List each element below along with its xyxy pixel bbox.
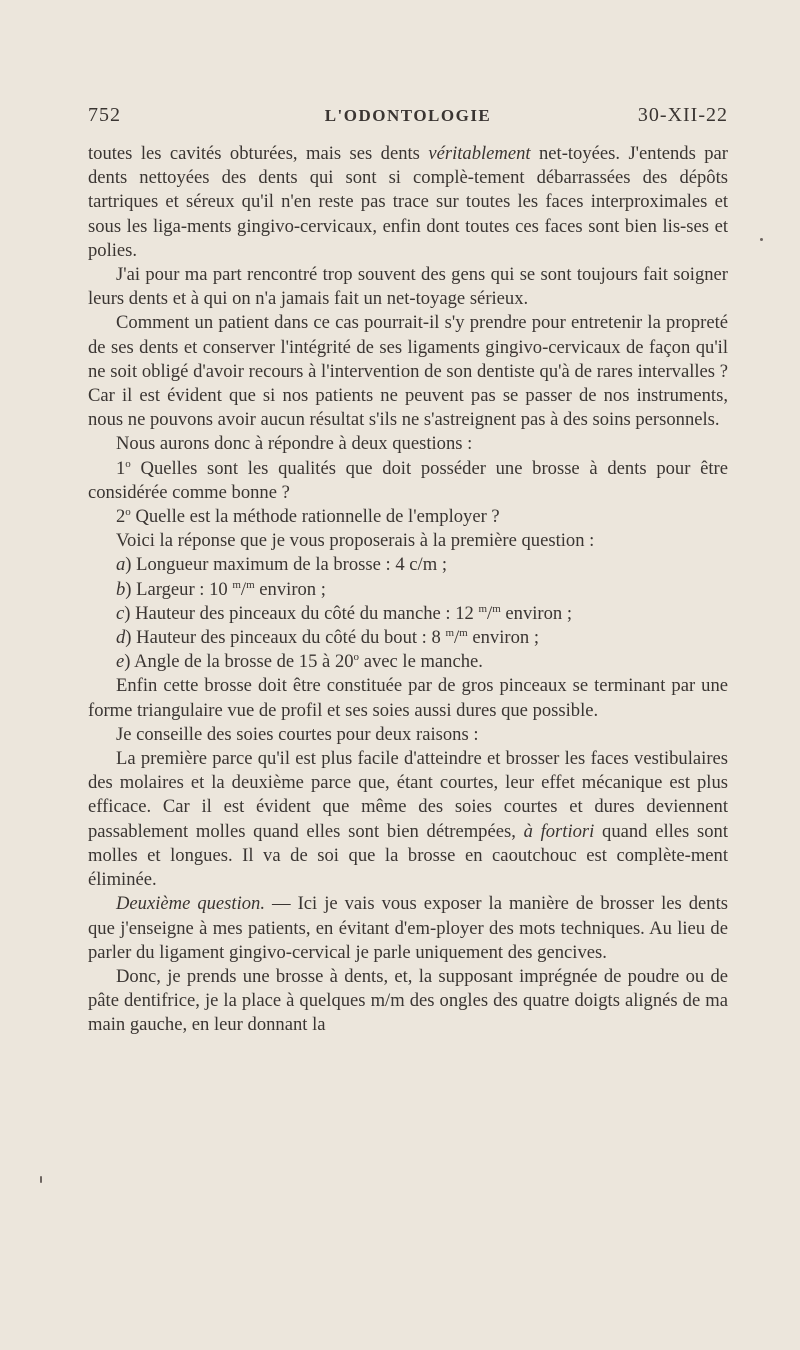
- paragraph-short-bristles: Je conseille des soies courtes pour deux raisons :: [116, 723, 479, 745]
- journal-title: L'ODONTOLOGIE: [324, 106, 492, 125]
- list-item: e) Angle de la brosse de 15 à 20$^o$ avec le manche.: [116, 651, 483, 673]
- paper-speck: [40, 1176, 42, 1183]
- issue-date: 30-XII-22: [637, 104, 728, 126]
- document-page: [88, 104, 728, 1038]
- paragraph-1: toutes les cavités obturées, mais ses dents véritablement net-toyées. J'entends par dents nettoyées des dents qui sont si complè-tement débarrassées des dépôts tartriques et séreux qu'il n'en reste pas trace sur toutes les faces interproximales et sous les liga-ments gingivo-cervicaux, enfin dont toutes ces faces sont bien lis-ses et polies.: [88, 143, 728, 261]
- paragraph-second-question: Deuxième question. — Ici je vais vous exposer la manière de brosser les dents que j'enseigne à mes patients, en évitant d'em-ployer des mots techniques. Au lieu de parler du ligament gingivo-cervical je parle uniquement des gencives.: [88, 893, 728, 963]
- page-number: 752: [88, 104, 121, 126]
- paragraph-method: Donc, je prends une brosse à dents, et, la supposant imprégnée de poudre ou de pâte dentifrice, je la place à quelques m/m des ongles des quatre doigts alignés de ma main gauche, en leur donnant la: [88, 965, 728, 1036]
- paragraph-brush-shape: Enfin cette brosse doit être constituée par de gros pinceaux se terminant par une forme triangulaire vue de profil et ses soies aussi dures que possible.: [88, 675, 728, 721]
- list-item: a) Longueur maximum de la brosse : 4 c/m ;: [116, 554, 448, 576]
- paragraph-4: Nous aurons donc à répondre à deux questions :: [116, 433, 473, 455]
- paragraph-3: Comment un patient dans ce cas pourrait-il s'y prendre pour entretenir la propreté de ses dents et conserver l'intégrité de ses ligaments gingivo-cervicaux de façon qu'il ne soit obligé d'avoir recours à l'intervention de son dentiste qu'à de rares intervalles ? Car il est évident que si nos patients ne peuvent pas se passer de nos instruments, nous ne pouvons avoir aucun résultat s'ils ne s'astreignent pas à des soins personnels.: [88, 312, 728, 431]
- running-header: [88, 104, 728, 132]
- paragraph-2: J'ai pour ma part rencontré trop souvent des gens qui se sont toujours fait soigner leurs dents et à qui on n'a jamais fait un net-toyage sérieux.: [88, 264, 728, 310]
- list-item: b) Largeur : 10 $^m$/$^m$ environ ;: [116, 578, 326, 600]
- paragraph-answer-intro: Voici la réponse que je vous proposerais à la première question :: [116, 530, 595, 552]
- question-2: 2$^o$ Quelle est la méthode rationnelle de l'employer ?: [116, 506, 500, 528]
- paper-speck: [760, 238, 763, 241]
- article-body: [88, 142, 728, 1038]
- list-item: d) Hauteur des pinceaux du côté du bout : 8 $^m$/$^m$ environ ;: [116, 627, 539, 649]
- paragraph-reasons: La première parce qu'il est plus facile d'atteindre et brosser les faces vestibulaires des molaires et la deuxième parce que, étant courtes, leur effet mécanique est plus efficace. Car il est évident que même des soies courtes et dures deviennent passablement molles quand elles sont bien détrempées, à fortiori quand elles sont molles et longues. Il va de soi que la brosse en caoutchouc est complète-ment éliminée.: [88, 748, 728, 891]
- list-item: c) Hauteur des pinceaux du côté du manche : 12 $^m$/$^m$ environ ;: [116, 602, 573, 624]
- question-1: 1$^o$ Quelles sont les qualités que doit posséder une brosse à dents pour être considérée comme bonne ?: [88, 457, 728, 503]
